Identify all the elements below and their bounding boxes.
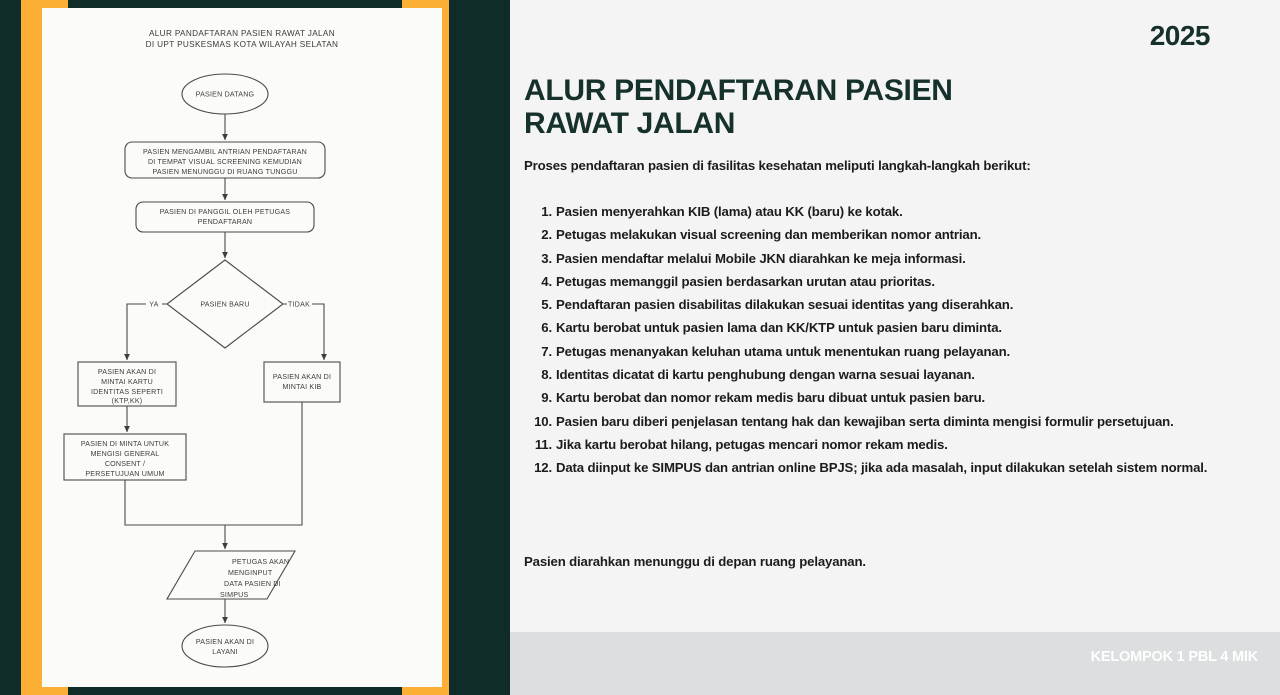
node-antrian-line1: PASIEN MENGAMBIL ANTRIAN PENDAFTARAN — [143, 148, 307, 156]
closing-paragraph: Pasien diarahkan menunggu di depan ruang pelayanan. — [524, 554, 866, 569]
node-panggil-shape — [136, 202, 314, 232]
node-consent-line1: PASIEN DI MINTA UNTUK — [80, 440, 170, 448]
flowchart-panel — [0, 0, 510, 695]
step-number: 8. — [541, 367, 552, 383]
node-consent-line4: PERSETUJUAN UMUM — [85, 470, 165, 478]
step-item — [524, 433, 1276, 456]
step-number: 5. — [541, 297, 552, 313]
page-title-line1: ALUR PENDAFTARAN PASIEN — [524, 74, 953, 107]
content-panel — [510, 0, 1280, 695]
node-decision-label: PASIEN BARU — [200, 300, 250, 309]
node-start-label: PASIEN DATANG — [195, 90, 255, 99]
step-text: Identitas dicatat di kartu penghubung dengan warna sesuai layanan. — [556, 367, 975, 383]
step-text: Kartu berobat dan nomor rekam medis baru dibuat untuk pasien baru. — [556, 390, 986, 406]
node-kartu-line1: PASIEN AKAN DI — [97, 368, 157, 376]
node-consent-line2: MENGISI GENERAL — [90, 450, 160, 458]
step-number: 11. — [534, 436, 552, 452]
node-kartu-line2: MINTAI KARTU — [101, 378, 153, 386]
page-title-line2: RAWAT JALAN — [524, 107, 736, 140]
page-title — [524, 74, 953, 140]
node-simpus-line3: DATA PASIEN DI — [224, 580, 281, 588]
step-item — [524, 386, 1276, 409]
step-item — [524, 363, 1276, 386]
flowchart-diagram — [42, 8, 442, 687]
step-item — [524, 293, 1276, 316]
step-item — [524, 316, 1276, 339]
footer-credit: KELOMPOK 1 PBL 4 MIK — [1090, 649, 1258, 665]
node-kib-line1: PASIEN AKAN DI — [272, 373, 332, 381]
node-simpus-line1: PETUGAS AKAN — [232, 558, 290, 566]
step-text: Kartu berobat untuk pasien lama dan KK/KTP untuk pasien baru diminta. — [556, 320, 1002, 336]
step-text: Data diinput ke SIMPUS dan antrian online BPJS; jika ada masalah, input dilakukan setelah sistem normal. — [556, 460, 1208, 476]
intro-paragraph: Proses pendaftaran pasien di fasilitas kesehatan meliputi langkah-langkah berikut: — [524, 158, 1031, 173]
step-number: 6. — [541, 320, 552, 336]
flowchart-title-line1: ALUR PANDAFTARAN PASIEN RAWAT JALAN — [148, 29, 336, 38]
step-item — [524, 410, 1276, 433]
step-number: 3. — [541, 250, 552, 266]
step-item — [524, 456, 1276, 479]
node-kartu-line3: IDENTITAS SEPERTI — [90, 388, 164, 396]
node-antrian-line3: PASIEN MENUNGGU DI RUANG TUNGGU — [152, 168, 298, 176]
step-item — [524, 340, 1276, 363]
node-end-shape — [182, 625, 268, 667]
node-panggil-line1: PASIEN DI PANGGIL OLEH PETUGAS — [159, 208, 291, 216]
connector-decision-ya — [127, 301, 167, 360]
node-panggil-line2: PENDAFTARAN — [197, 218, 253, 226]
node-end-line2: LAYANI — [212, 648, 238, 656]
step-item — [524, 270, 1276, 293]
step-text: Petugas memanggil pasien berdasarkan urutan atau prioritas. — [556, 273, 935, 289]
connector-kib-merge — [225, 402, 302, 525]
node-consent-line3: CONSENT / — [104, 460, 146, 468]
step-text: Pasien menyerahkan KIB (lama) atau KK (baru) ke kotak. — [556, 204, 903, 219]
step-number: 1. — [541, 204, 552, 219]
node-kib-shape — [264, 362, 340, 402]
branch-label-tidak: TIDAK — [287, 301, 311, 309]
step-number: 2. — [541, 227, 552, 243]
step-number: 7. — [541, 343, 552, 359]
step-item — [524, 200, 1276, 223]
node-end-line1: PASIEN AKAN DI — [195, 638, 255, 646]
node-simpus-line2: MENGINPUT — [228, 569, 273, 577]
step-number: 4. — [541, 273, 552, 289]
node-antrian-line2: DI TEMPAT VISUAL SCREENING KEMUDIAN — [147, 158, 303, 166]
step-text: Petugas melakukan visual screening dan memberikan nomor antrian. — [556, 227, 982, 243]
footer-band — [510, 632, 1280, 695]
step-number: 12. — [534, 460, 552, 476]
step-text: Pasien baru diberi penjelasan tentang hak dan kewajiban serta diminta mengisi formulir persetujuan. — [556, 413, 1174, 429]
year-label: 2025 — [1149, 20, 1210, 51]
branch-label-ya: YA — [149, 301, 159, 309]
step-item — [524, 223, 1276, 246]
step-text: Petugas menanyakan keluhan utama untuk menentukan ruang pelayanan. — [556, 343, 1010, 359]
step-text: Jika kartu berobat hilang, petugas mencari nomor rekam medis. — [556, 436, 948, 452]
step-text: Pasien mendaftar melalui Mobile JKN diarahkan ke meja informasi. — [556, 250, 966, 266]
connector-consent-merge — [125, 480, 225, 525]
flowchart-title-line2: DI UPT PUSKESMAS KOTA WILAYAH SELATAN — [145, 40, 339, 49]
steps-list — [524, 200, 1276, 480]
node-simpus-line4: SIMPUS — [220, 591, 249, 599]
connector-decision-tidak — [283, 301, 324, 360]
flowchart-image — [42, 8, 442, 687]
step-number: 10. — [534, 413, 552, 429]
node-kib-line2: MINTAI KIB — [282, 383, 322, 391]
step-item — [524, 247, 1276, 270]
step-number: 9. — [541, 390, 552, 406]
step-text: Pendaftaran pasien disabilitas dilakukan sesuai identitas yang diserahkan. — [556, 297, 1014, 313]
node-kartu-line4: (KTP,KK) — [111, 397, 143, 405]
